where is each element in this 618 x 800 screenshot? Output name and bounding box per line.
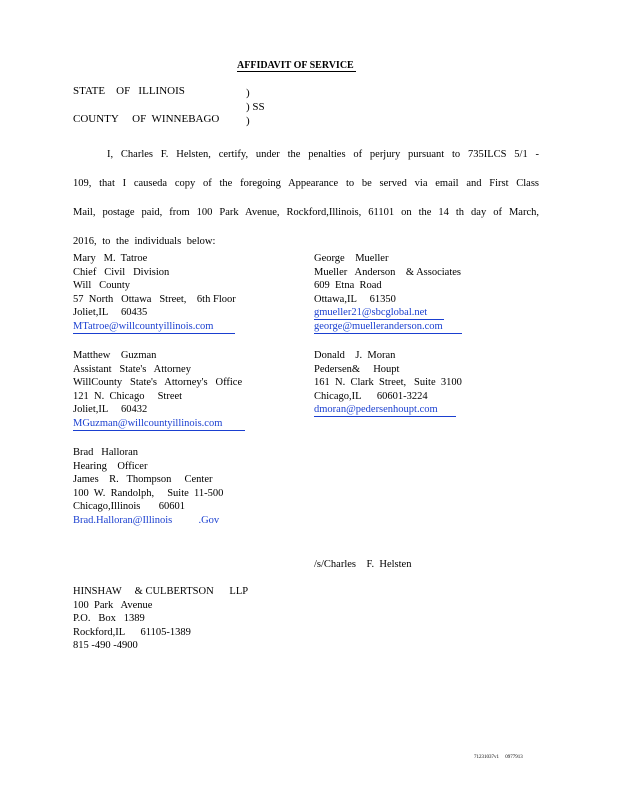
address-line: 161 N. Clark Street, Suite 3100 (314, 377, 462, 389)
recipient-tatroe (73, 252, 236, 334)
address-line: Brad Halloran (73, 447, 139, 458)
address-line: Hearing Officer (73, 460, 148, 472)
firm-line: P.O. Box 1389 (73, 613, 145, 625)
address-line: 121 N. Chicago Street (73, 390, 183, 402)
email-link[interactable]: gmueller21@sbcglobal.net (314, 307, 444, 320)
firm-line: HINSHAW & CULBERTSON LLP (73, 586, 249, 597)
address-line: Mary M. Tatroe (73, 253, 148, 264)
body-line-3: Mail, postage paid, from 100 Park Avenue, Rockford,Illinois, 61101 on the 14 th day of March, (73, 207, 539, 218)
email-link[interactable]: MTatroe@willcountyillinois.com (73, 321, 235, 334)
address-line: 100 W. Randolph, Suite 11-500 (73, 487, 224, 499)
caption-paren-ss: ) SS (246, 101, 265, 113)
address-line: Assistant State's Attorney (73, 363, 191, 375)
email-link[interactable]: george@muelleranderson.com (314, 321, 462, 334)
address-line: 57 North Ottawa Street, 6th Floor (73, 293, 236, 305)
firm-line: 100 Park Avenue (73, 599, 153, 611)
body-line-1: I, Charles F. Helsten, certify, under the penalties of perjury pursuant to 735ILCS 5/1 - (107, 149, 539, 160)
address-line: Joliet,IL 60435 (73, 307, 148, 319)
firm-line: 815 -490 -4900 (73, 640, 138, 652)
document-title: AFFIDAVIT OF SERVICE (237, 60, 354, 71)
document-number: 71231037v1 0977913 (474, 755, 523, 760)
address-line: George Mueller (314, 253, 389, 264)
signature: /s/Charles F. Helsten (314, 559, 412, 570)
caption-state: STATE OF ILLINOIS (73, 85, 185, 97)
recipient-halloran (73, 446, 223, 528)
certification-paragraph (73, 140, 539, 256)
address-line: Mueller Anderson & Associates (314, 266, 461, 278)
address-line: Matthew Guzman (73, 350, 157, 361)
email-link[interactable]: Brad.Halloran@Illinois .Gov (73, 514, 220, 526)
caption-paren-1: ) (246, 87, 250, 99)
firm-block (73, 585, 248, 653)
address-line: Ottawa,IL 61350 (314, 293, 396, 305)
email-link[interactable]: dmoran@pedersenhoupt.com (314, 404, 456, 417)
firm-line: Rockford,IL 61105-1389 (73, 626, 191, 638)
address-line: WillCounty State's Attorney's Office (73, 377, 243, 389)
address-line: Pedersen& Houpt (314, 363, 400, 375)
address-line: Will County (73, 280, 131, 292)
recipient-moran (314, 349, 462, 417)
recipient-guzman (73, 349, 245, 431)
caption-county: COUNTY OF WINNEBAGO (73, 113, 220, 125)
address-line: Joliet,IL 60432 (73, 404, 148, 416)
address-line: Chicago,IL 60601-3224 (314, 390, 428, 402)
address-line: 609 Etna Road (314, 280, 382, 292)
address-line: James R. Thompson Center (73, 474, 213, 486)
address-line: Chief Civil Division (73, 266, 170, 278)
address-line: Donald J. Moran (314, 350, 396, 361)
address-line: Chicago,Illinois 60601 (73, 501, 185, 513)
email-link[interactable]: MGuzman@willcountyillinois.com (73, 418, 245, 431)
recipient-mueller (314, 252, 462, 334)
caption-paren-3: ) (246, 115, 250, 127)
body-line-2: 109, that I causeda copy of the foregoing Appearance to be served via email and First Class (73, 178, 539, 189)
body-line-4: 2016, to the individuals below: (73, 236, 216, 247)
